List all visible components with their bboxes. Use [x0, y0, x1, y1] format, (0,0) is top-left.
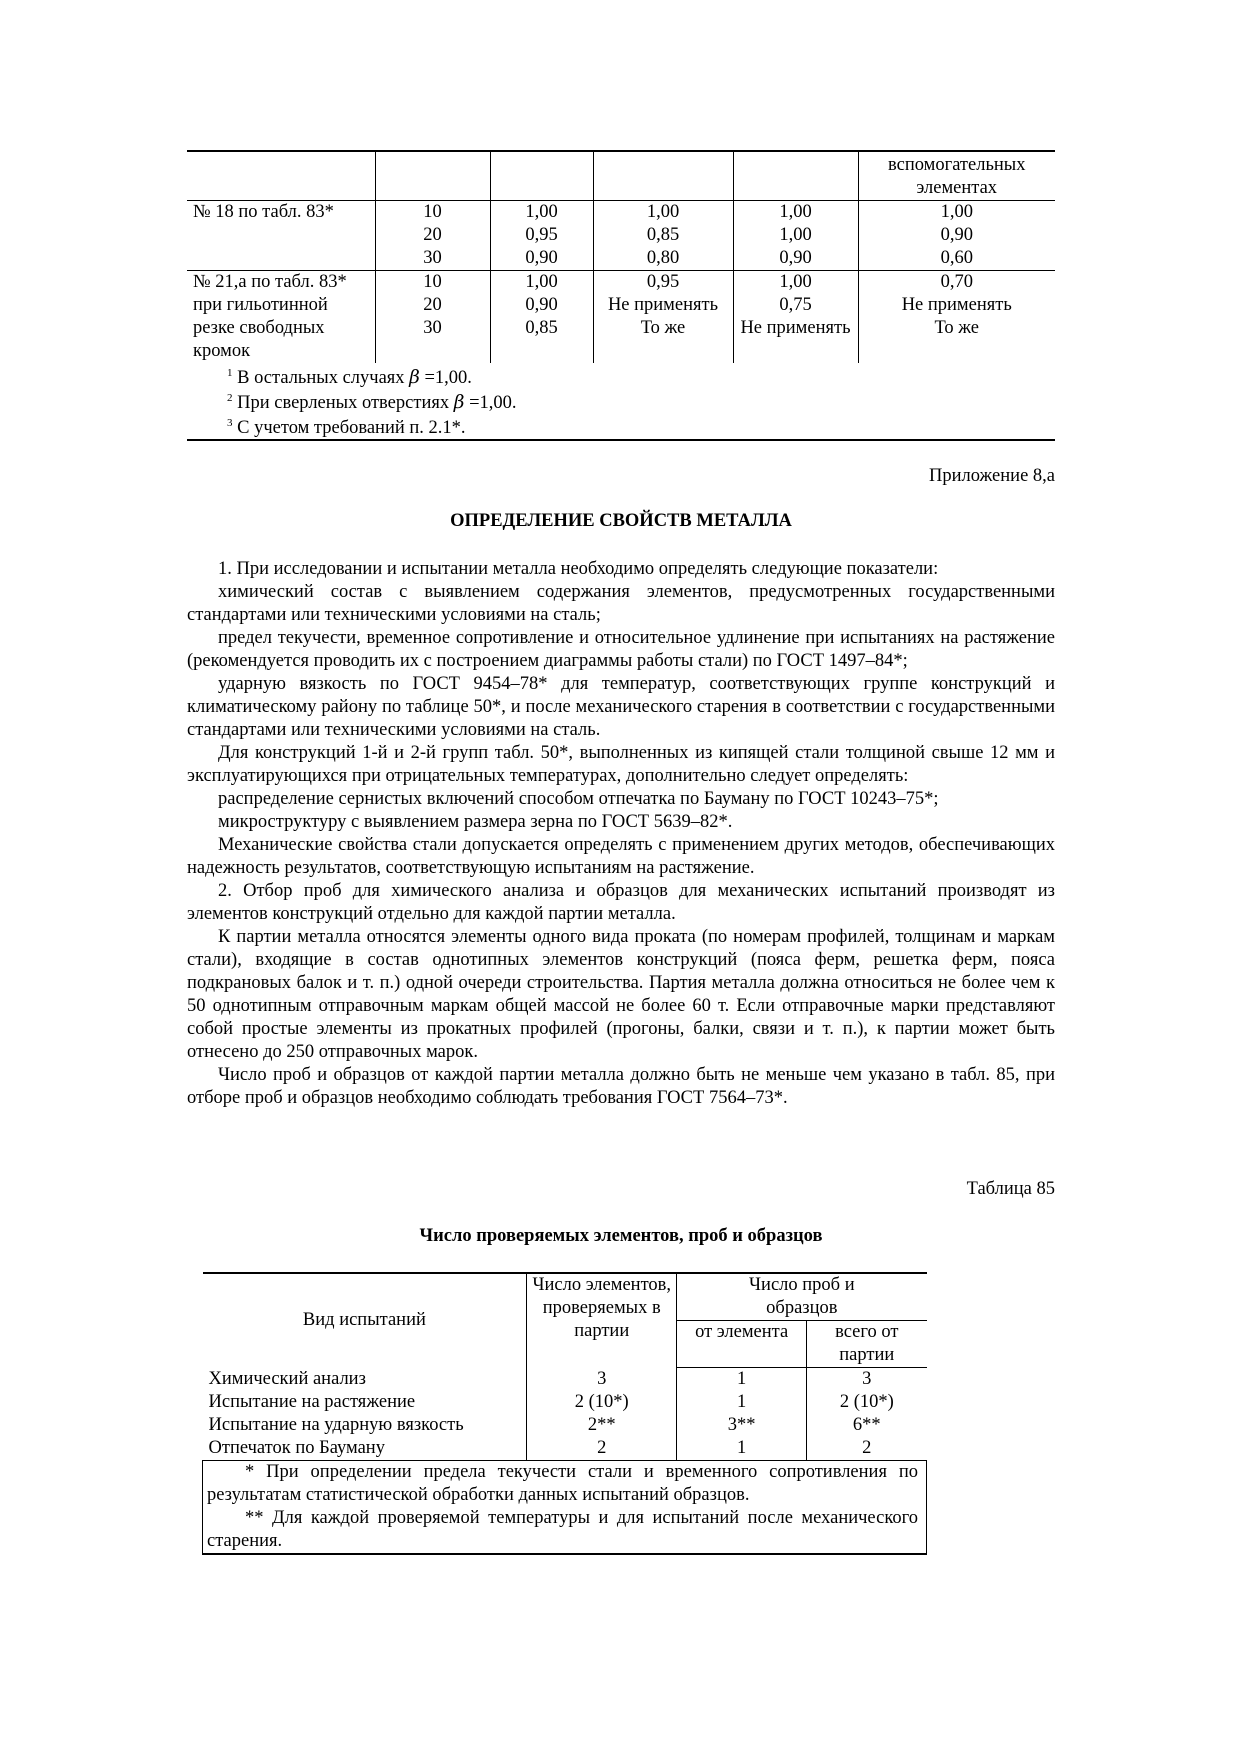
- paragraph: 1. При исследовании и испытании металла необходимо определять следующие показатели:: [218, 559, 939, 579]
- cell-value: 0,90: [940, 225, 973, 245]
- paragraph: 2. Отбор проб для химического анализа и образцов для механических испытаний производят из элементов конструкций отдельно для каждой партии металла.: [187, 881, 1055, 924]
- cell-value: 1,00: [779, 272, 812, 292]
- table-title: Число проверяемых элементов, проб и образцов: [419, 1226, 823, 1246]
- table-note: * При определении предела текучести стали и временного сопротивления по результатам статистической обработки данных испытаний образцов.: [207, 1462, 918, 1505]
- value-cell: [593, 201, 733, 271]
- header-test-type: Вид испытаний: [203, 1273, 527, 1368]
- paragraph: ударную вязкость по ГОСТ 9454–78* для температур, соответствующих группе конструкций и климатическому району по таблице 50*, и после механического старения в соответствии с государственными стандартами или техническими условиями на сталь.: [187, 674, 1055, 740]
- value-cell: [858, 271, 1055, 364]
- paragraph: распределение сернистых включений способом отпечатка по Бауману по ГОСТ 10243–75*;: [218, 789, 939, 809]
- count-cell: 2: [527, 1437, 677, 1461]
- value-cell: [490, 271, 593, 364]
- table-header-row: [187, 151, 1055, 201]
- paragraph: химический состав с выявлением содержания элементов, предусмотренных государственными стандартами или техническими условиями на сталь;: [187, 582, 1055, 625]
- paragraph: Механические свойства стали допускается определять с применением других методов, обеспечивающих надежность результатов, соответствующую испытаниям на растяжение.: [187, 835, 1055, 878]
- footnote: $^3$ С учетом требований п. 2.1*.: [227, 417, 466, 439]
- table-row: [187, 271, 1055, 364]
- cell-value: 1,00: [940, 202, 973, 222]
- cell-value: 0,95: [646, 272, 680, 292]
- table-notes: [203, 1461, 927, 1555]
- value-cell: [733, 271, 858, 364]
- count-cell: 3: [527, 1368, 677, 1392]
- count-cell: 1: [677, 1368, 807, 1392]
- row-label: № 18 по табл. 83*: [193, 202, 334, 222]
- cell-value: 30: [423, 318, 442, 338]
- count-cell: 2 (10*): [807, 1391, 927, 1414]
- cell-value: 0,85: [525, 318, 558, 338]
- value-cell: [490, 201, 593, 271]
- table-note: ** Для каждой проверяемой температуры и для испытаний после механического старения.: [207, 1508, 918, 1551]
- cell-value: То же: [934, 318, 980, 338]
- table-row: [203, 1391, 927, 1414]
- header-auxiliary-elements: вспомогательных элементах: [858, 151, 1055, 201]
- cell-value: 1,00: [646, 202, 680, 222]
- test-type-cell: Химический анализ: [208, 1368, 366, 1389]
- header-per-batch: всего от партии: [807, 1321, 927, 1368]
- section-heading: ОПРЕДЕЛЕНИЕ СВОЙСТВ МЕТАЛЛА: [450, 511, 792, 531]
- cell-value: То же: [640, 318, 686, 338]
- row-label: № 21,а по табл. 83* при гильотинной резке свободных кромок: [187, 271, 375, 364]
- paragraph: Число проб и образцов от каждой партии металла должно быть не меньше чем указано в табл. 85, при отборе проб и образцов необходимо соблюдать требования ГОСТ 7564–73*.: [187, 1065, 1055, 1108]
- header-elements-count: Число элементов, проверяемых в партии: [527, 1273, 677, 1368]
- beta-symbol: β: [453, 392, 465, 414]
- cell-value: Не применять: [607, 295, 719, 315]
- count-cell: 2 (10*): [527, 1391, 677, 1414]
- cell-value: 20: [423, 225, 442, 245]
- cell-value: 0,70: [940, 272, 973, 292]
- cell-value: 30: [423, 248, 442, 268]
- header-samples-group: Число проб и образцов: [677, 1273, 927, 1321]
- table-header-row: [203, 1273, 927, 1321]
- paragraph: К партии металла относятся элементы одного вида проката (по номерам профилей, толщинам и маркам стали), входящие в состав однотипных элементов конструкций (пояса ферм, решетка ферм, пояса подкрановых балок и т. п.) одной очереди строительства. Партия металла должна относиться не более чем к 50 однотипным отправочным маркам общей массой не более 60 т. Если отправочные марки представляют собой простые элементы из прокатных профилей (прогоны, балки, связи и т. п.), к партии может быть отнесено до 250 отправочных марок.: [187, 927, 1055, 1062]
- count-cell: 2**: [527, 1414, 677, 1437]
- count-cell: 6**: [807, 1414, 927, 1437]
- body-text: [187, 558, 1055, 1110]
- cell-value: 10: [423, 272, 442, 292]
- coefficient-table: [187, 150, 1055, 363]
- cell-value: 0,90: [525, 295, 558, 315]
- table-row: [187, 201, 1055, 271]
- value-cell: [593, 271, 733, 364]
- cell-value: 1,00: [525, 202, 558, 222]
- cell-value: 0,80: [646, 248, 680, 268]
- header-per-element: от элемента: [677, 1321, 807, 1368]
- cell-value: 0,85: [646, 225, 680, 245]
- paragraph: предел текучести, временное сопротивление и относительное удлинение при испытаниях на растяжение (рекомендуется проводить их с построением диаграммы работы стали) по ГОСТ 1497–84*;: [187, 628, 1055, 671]
- count-cell: 1: [677, 1437, 807, 1461]
- count-cell: 3**: [677, 1414, 807, 1437]
- cell-value: 0,90: [525, 248, 558, 268]
- beta-symbol: β: [409, 367, 420, 389]
- cell-value: 20: [423, 295, 442, 315]
- cell-value: 0,95: [525, 225, 558, 245]
- footnote: $^1$ В остальных случаях β =1,00.: [227, 367, 472, 389]
- table-row: [203, 1414, 927, 1437]
- table-number: Таблица 85: [966, 1179, 1055, 1199]
- cell-value: Не применять: [740, 318, 851, 338]
- value-cell: [858, 201, 1055, 271]
- count-cell: 2: [807, 1437, 927, 1461]
- cell-value: 1,00: [779, 225, 812, 245]
- cell-value: 0,90: [779, 248, 812, 268]
- cell-value: 0,60: [940, 248, 973, 268]
- samples-table: [202, 1272, 927, 1555]
- table-notes-row: [203, 1461, 927, 1555]
- paragraph: Для конструкций 1-й и 2-й групп табл. 50*, выполненных из кипящей стали толщиной свыше 12 мм и эксплуатирующихся при отрицательных температурах, дополнительно следует определять:: [187, 743, 1055, 786]
- table-row: [203, 1437, 927, 1461]
- table-footnotes: [187, 362, 1055, 441]
- paragraph: микроструктуру с выявлением размера зерна по ГОСТ 5639–82*.: [218, 812, 733, 832]
- test-type-cell: Испытание на ударную вязкость: [208, 1415, 464, 1435]
- cell-value: 1,00: [525, 272, 558, 292]
- count-cell: 1: [677, 1391, 807, 1414]
- value-cell: [375, 201, 490, 271]
- cell-value: 0,75: [779, 295, 812, 315]
- count-cell: 3: [807, 1368, 927, 1392]
- appendix-label: Приложение 8,а: [928, 466, 1055, 486]
- cell-value: Не применять: [901, 295, 1012, 315]
- value-cell: [375, 271, 490, 364]
- test-type-cell: Отпечаток по Бауману: [208, 1438, 385, 1458]
- footnote: $^2$ При сверленых отверстиях β =1,00.: [227, 392, 517, 414]
- value-cell: [733, 201, 858, 271]
- test-type-cell: Испытание на растяжение: [208, 1392, 416, 1412]
- cell-value: 10: [423, 202, 442, 222]
- table-row: [203, 1368, 927, 1392]
- cell-value: 1,00: [779, 202, 812, 222]
